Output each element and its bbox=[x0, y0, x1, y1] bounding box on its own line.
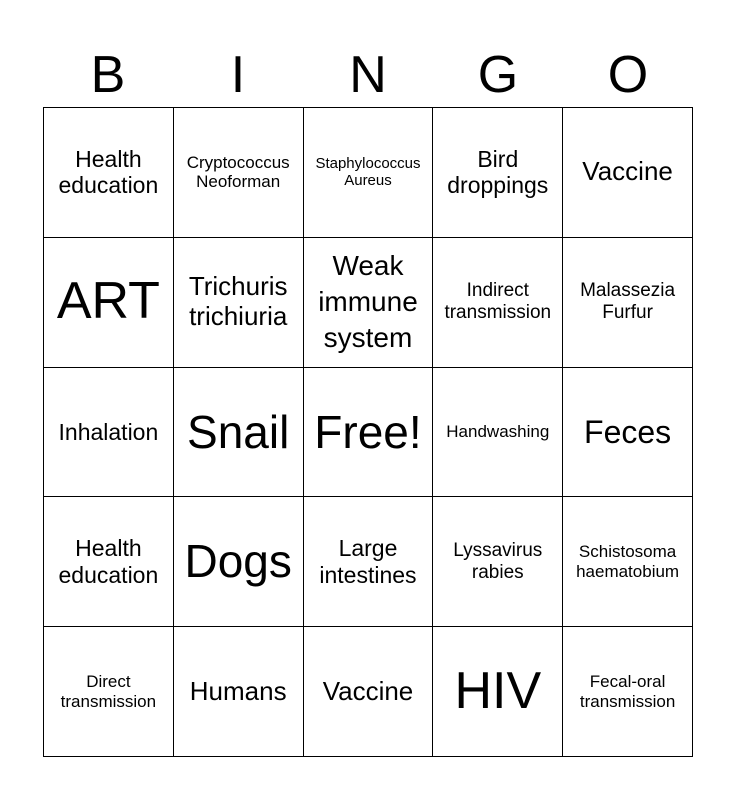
bingo-cell-r3-c1[interactable] bbox=[44, 368, 174, 498]
cell-label: Trichuris trichiuria bbox=[188, 271, 288, 332]
cell-label: Indirect transmission bbox=[444, 280, 552, 324]
bingo-cell-r4-c5[interactable] bbox=[563, 497, 693, 627]
cell-label: ART bbox=[56, 272, 160, 331]
bingo-cell-r4-c4[interactable] bbox=[433, 497, 563, 627]
bingo-card bbox=[43, 107, 693, 757]
bingo-cell-r5-c5[interactable] bbox=[563, 627, 693, 757]
bingo-cell-r1-c3[interactable] bbox=[304, 108, 434, 238]
bingo-cell-r2-c1[interactable] bbox=[44, 238, 174, 368]
free-space-cell[interactable] bbox=[304, 368, 434, 498]
bingo-cell-r5-c2[interactable] bbox=[174, 627, 304, 757]
bingo-cell-r1-c5[interactable] bbox=[563, 108, 693, 238]
bingo-cell-r3-c2[interactable] bbox=[174, 368, 304, 498]
cell-label: Schistosoma haematobium bbox=[576, 542, 680, 581]
bingo-cell-r1-c4[interactable] bbox=[433, 108, 563, 238]
cell-label: Bird droppings bbox=[447, 145, 549, 199]
cell-label: Large intestines bbox=[319, 535, 417, 588]
cell-label: Vaccine bbox=[582, 156, 673, 187]
bingo-cell-r1-c2[interactable] bbox=[174, 108, 304, 238]
cell-label: Health education bbox=[58, 535, 159, 588]
cell-label: Staphylococcus Aureus bbox=[315, 155, 421, 190]
bingo-cell-r3-c5[interactable] bbox=[563, 368, 693, 498]
bingo-cell-r4-c2[interactable] bbox=[174, 497, 304, 627]
cell-label: Cryptococcus Neoforman bbox=[186, 152, 290, 192]
cell-label: Snail bbox=[187, 405, 290, 458]
bingo-cell-r4-c3[interactable] bbox=[304, 497, 434, 627]
bingo-header bbox=[43, 42, 693, 108]
bingo-cell-r2-c3[interactable] bbox=[304, 238, 434, 368]
cell-label: Humans bbox=[189, 675, 287, 706]
cell-label: Handwashing bbox=[446, 422, 550, 442]
bingo-cell-r2-c5[interactable] bbox=[563, 238, 693, 368]
cell-label: Dogs bbox=[184, 535, 292, 588]
header-letter-i: I bbox=[230, 46, 246, 104]
header-letter-b: B bbox=[90, 46, 126, 104]
cell-label: Weak immune system bbox=[318, 249, 418, 354]
cell-label: Direct transmission bbox=[60, 672, 157, 711]
bingo-cell-r5-c4[interactable] bbox=[433, 627, 563, 757]
cell-label: Inhalation bbox=[58, 418, 159, 445]
header-letter-o: O bbox=[607, 46, 649, 104]
bingo-cell-r5-c1[interactable] bbox=[44, 627, 174, 757]
bingo-cell-r4-c1[interactable] bbox=[44, 497, 174, 627]
cell-label: HIV bbox=[454, 661, 542, 720]
cell-label: Health education bbox=[58, 145, 159, 199]
cell-label: Vaccine bbox=[322, 675, 414, 706]
cell-label: Lyssavirus rabies bbox=[453, 539, 543, 583]
bingo-cell-r1-c1[interactable] bbox=[44, 108, 174, 238]
bingo-cell-r2-c4[interactable] bbox=[433, 238, 563, 368]
header-letter-n: N bbox=[349, 46, 387, 104]
cell-label: Feces bbox=[584, 413, 672, 450]
header-letter-g: G bbox=[477, 46, 519, 104]
cell-label: Fecal-oral transmission bbox=[579, 672, 676, 711]
bingo-cell-r5-c3[interactable] bbox=[304, 627, 434, 757]
bingo-cell-r2-c2[interactable] bbox=[174, 238, 304, 368]
free-space-label: Free! bbox=[314, 405, 422, 458]
bingo-cell-r3-c4[interactable] bbox=[433, 368, 563, 498]
cell-label: Malassezia Furfur bbox=[580, 280, 676, 324]
